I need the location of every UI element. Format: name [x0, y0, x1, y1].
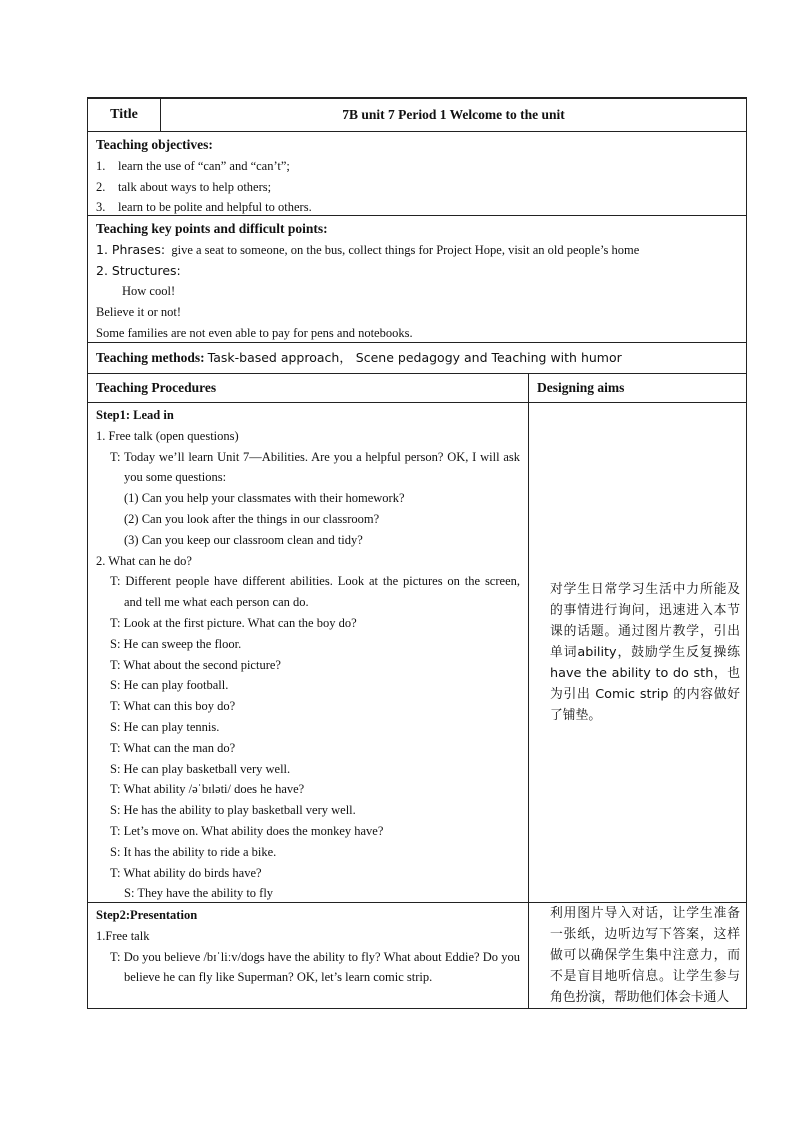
step1-title: Step1: Lead in	[96, 408, 174, 422]
phrases-line: 1. Phrases: give a seat to someone, on the bus, collect things for Project Hope, visit an old people’s home	[96, 241, 640, 257]
step1-line: T: What can the man do?	[110, 740, 236, 755]
step1-line: (3) Can you keep our classroom clean and tidy?	[124, 532, 363, 547]
step1-aims-cell	[529, 403, 746, 902]
objectives-heading: Teaching objectives:	[96, 137, 213, 152]
step1-line: T: Let’s move on. What ability does the monkey have?	[110, 823, 384, 838]
step1-line: S: He can sweep the floor.	[110, 636, 242, 651]
objective-item: 2. talk about ways to help others;	[96, 179, 272, 194]
aims-heading: Designing aims	[537, 380, 625, 395]
objectives-section	[87, 132, 747, 216]
step2-aims: 利用图片导入对话，让学生准备一张纸，边听边写下答案，这样做可以确保学生集中注意力，而不是盲目地听信息。让学生参与角色扮演，帮助他们体会卡通人	[550, 906, 740, 1005]
procedures-header	[87, 374, 747, 403]
phrases-text: give a seat to someone, on the bus, collect things for Project Hope, visit an old people’s home	[171, 242, 640, 257]
keypoints-section	[87, 216, 747, 343]
step1-line: (2) Can you look after the things in our classroom?	[124, 511, 380, 526]
step1-line: 1. Free talk (open questions)	[96, 428, 239, 443]
methods-section	[87, 343, 747, 374]
step1-aims: 对学生日常学习生活中力所能及的事情进行询问，迅速进入本节课的话题。通过图片教学，引出单词ability，鼓励学生反复操练 have the ability to do sth，也为引出 Comic strip 的内容做好了铺垫。	[550, 582, 740, 723]
keypoints-heading: Teaching key points and difficult points:	[96, 221, 328, 236]
step1-line: T: What ability /əˈbɪləti/ does he have?	[110, 782, 305, 797]
step1-line: S: He can play football.	[110, 678, 229, 693]
step1-line: T: Different people have different abilities. Look at the pictures on the screen, and tell me what each person can do.	[110, 574, 520, 610]
objective-item: 1. learn the use of “can” and “can’t”;	[96, 158, 290, 173]
step1-line: S: It has the ability to ride a bike.	[110, 844, 277, 859]
step1-line: 2. What can he do?	[96, 553, 192, 568]
methods-text: Task-based approach， Scene pedagogy and Teaching with humor	[207, 350, 622, 366]
step1-line: T: What about the second picture?	[110, 657, 281, 672]
structure-item: Some families are not even able to pay for pens and notebooks.	[96, 325, 413, 340]
step1-content	[88, 403, 529, 902]
step1-line: S: He can play basketball very well.	[110, 761, 291, 776]
step2-row	[87, 903, 747, 1009]
step2-content	[88, 903, 529, 1008]
title-label: Title	[88, 99, 161, 131]
step2-aims-cell	[529, 903, 746, 1008]
procedures-heading: Teaching Procedures	[88, 374, 529, 402]
methods-label: Teaching methods:	[96, 350, 205, 366]
step1-line: (1) Can you help your classmates with their homework?	[124, 491, 405, 506]
step1-row	[87, 403, 747, 903]
structure-item: How cool!	[122, 284, 176, 299]
objective-item: 3. learn to be polite and helpful to others.	[96, 200, 312, 215]
step2-line: 1.Free talk	[96, 928, 150, 943]
title-row	[87, 97, 747, 132]
structures-label: 2. Structures:	[96, 262, 181, 278]
step1-line: S: He has the ability to play basketball very well.	[110, 803, 356, 818]
step2-title: Step2:Presentation	[96, 908, 198, 922]
lesson-plan-table	[87, 97, 747, 1009]
step1-line: S: He can play tennis.	[110, 719, 220, 734]
step1-line: S: They have the ability to fly	[124, 886, 274, 901]
step1-line: T: What can this boy do?	[110, 699, 236, 714]
step1-line: T: Today we’ll learn Unit 7—Abilities. Are you a helpful person? OK, I will ask you some questions:	[110, 449, 520, 485]
step2-line: T: Do you believe /bɪˈliːv/dogs have the ability to fly? What about Eddie? Do you believe he can fly like Superman? OK, let’s learn comic strip.	[110, 949, 520, 985]
structure-item: Believe it or not!	[96, 305, 182, 320]
step1-line: T: Look at the first picture. What can the boy do?	[110, 615, 357, 630]
lesson-title: 7B unit 7 Period 1 Welcome to the unit	[342, 107, 565, 122]
step1-line: T: What ability do birds have?	[110, 865, 262, 880]
